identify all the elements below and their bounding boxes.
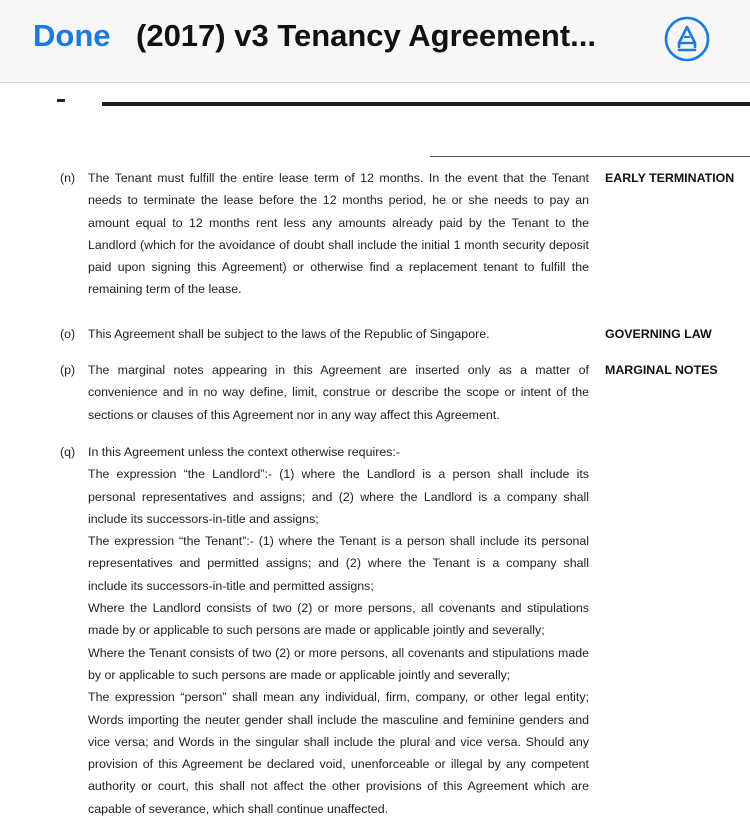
document-top-rule [102,102,750,106]
clause-text [88,323,589,345]
clause-paragraph: The expression “the Landlord”:- (1) where the Landlord is a person shall include its personal representatives and assigns; and (2) where the Landlord is a company shall include its successors-in-title and assigns; [88,467,589,526]
clause-label: (n) [60,171,76,185]
margin-notes-rule [430,156,750,157]
clause-paragraph: This Agreement shall be subject to the laws of the Republic of Singapore. [88,327,490,341]
page-mark [57,99,65,102]
document-title: (2017) v3 Tenancy Agreement... [136,18,597,53]
clause-paragraph: The marginal notes appearing in this Agreement are inserted only as a matter of convenience and in no way define, limit, construe or describe the scope or intent of the sections or clauses of this Agreement nor in any way affect this Agreement. [88,363,589,422]
clause-text [88,167,589,301]
clause-text [88,359,589,426]
clause-paragraph: Where the Tenant consists of two (2) or more persons, all covenants and stipulations made by or applicable to such persons are made or applicable jointly and severally; [88,645,589,682]
clause-label: (p) [60,363,76,377]
clause-label: (o) [60,327,76,341]
marginal-note: EARLY TERMINATION [605,171,735,185]
clause-paragraph: The Tenant must fulfill the entire lease term of 12 months. In the event that the Tenant needs to terminate the lease before the 12 months period, he or she needs to pay an amount equal to 12 months rent less any amounts already paid by the Tenant to the Landlord (which for the avoidance of doubt shall include the initial 1 month security deposit paid upon signing this Agreement) or otherwise find a replacement tenant to fulfill the remaining term of the lease. [88,171,589,297]
markup-pen-icon[interactable] [664,16,710,62]
done-button[interactable]: Done [33,18,111,53]
clause-text [88,441,589,820]
toolbar [0,0,750,83]
clause-label: (q) [60,445,76,459]
clause-paragraph: In this Agreement unless the context otherwise requires:- [88,445,400,459]
clause-paragraph: The expression “person” shall mean any individual, firm, company, or other legal entity; Words importing the neuter gender shall include the masculine and feminine genders and vice versa; and Words in the singular shall include the plural and vice versa. Should any provision of this Agreement be declared void, unenforceable or illegal by any competent authority or court, this shall not affect the other provisions of this Agreement which are capable of severance, which shall continue unaffected. [88,690,589,816]
marginal-note: GOVERNING LAW [605,327,712,341]
clause-paragraph: The expression “the Tenant”:- (1) where the Tenant is a person shall include its personal representatives and permitted assigns; and (2) where the Tenant is a company shall include its successors-in-title and permitted assigns; [88,534,589,593]
marginal-note: MARGINAL NOTES [605,363,718,377]
clause-paragraph: Where the Landlord consists of two (2) or more persons, all covenants and stipulations made by or applicable to such persons are made or applicable jointly and severally; [88,601,589,638]
